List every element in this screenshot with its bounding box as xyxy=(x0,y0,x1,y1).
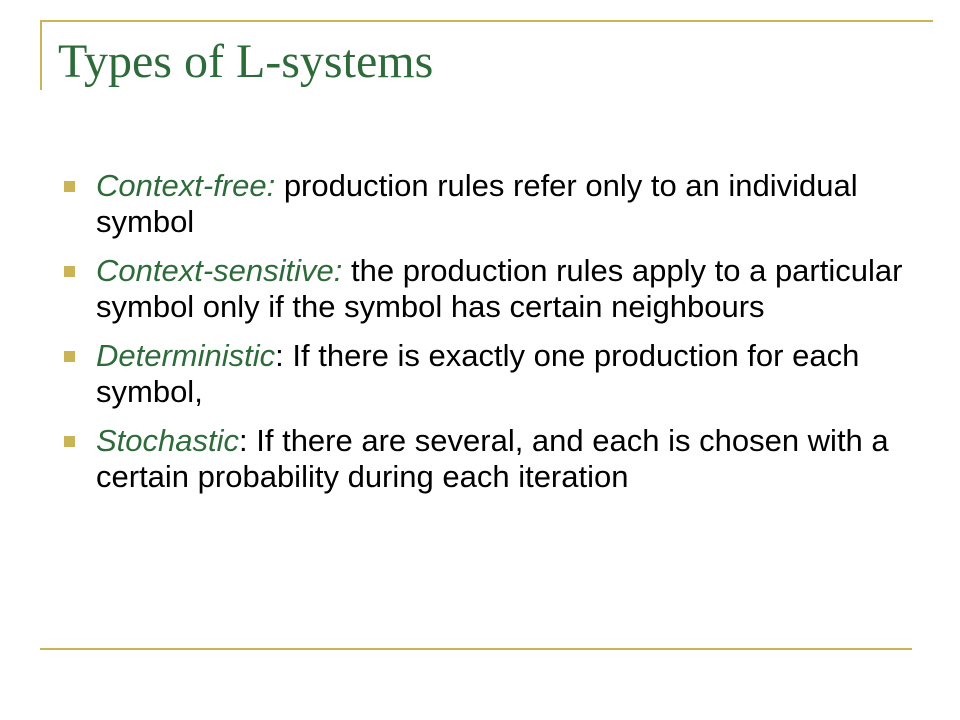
left-rule xyxy=(40,20,42,90)
bullet-item-context-free xyxy=(60,168,905,240)
bullet-term: Context-free: xyxy=(96,168,276,203)
bullet-text: production rules refer only to an individual symbol xyxy=(96,168,858,239)
bullet-term: Context-sensitive: xyxy=(96,253,343,288)
slide-title: Types of L-systems xyxy=(58,35,434,88)
bullet-item-stochastic xyxy=(60,423,905,495)
bullet-text: : If there are several, and each is chosen with a certain probability during each iteration xyxy=(96,423,889,494)
bullet-list xyxy=(60,168,905,508)
bullet-item-deterministic xyxy=(60,338,905,410)
square-bullet-icon xyxy=(64,351,75,362)
bullet-item-context-sensitive xyxy=(60,253,905,325)
square-bullet-icon xyxy=(64,181,75,192)
top-rule xyxy=(40,20,933,22)
bottom-rule xyxy=(40,648,912,650)
bullet-text: the production rules apply to a particular symbol only if the symbol has certain neighbours xyxy=(96,253,903,324)
bullet-text: : If there is exactly one production for each symbol, xyxy=(96,338,860,409)
bullet-term: Deterministic xyxy=(96,338,276,373)
square-bullet-icon xyxy=(64,266,75,277)
bullet-term: Stochastic xyxy=(96,423,240,458)
square-bullet-icon xyxy=(64,436,75,447)
